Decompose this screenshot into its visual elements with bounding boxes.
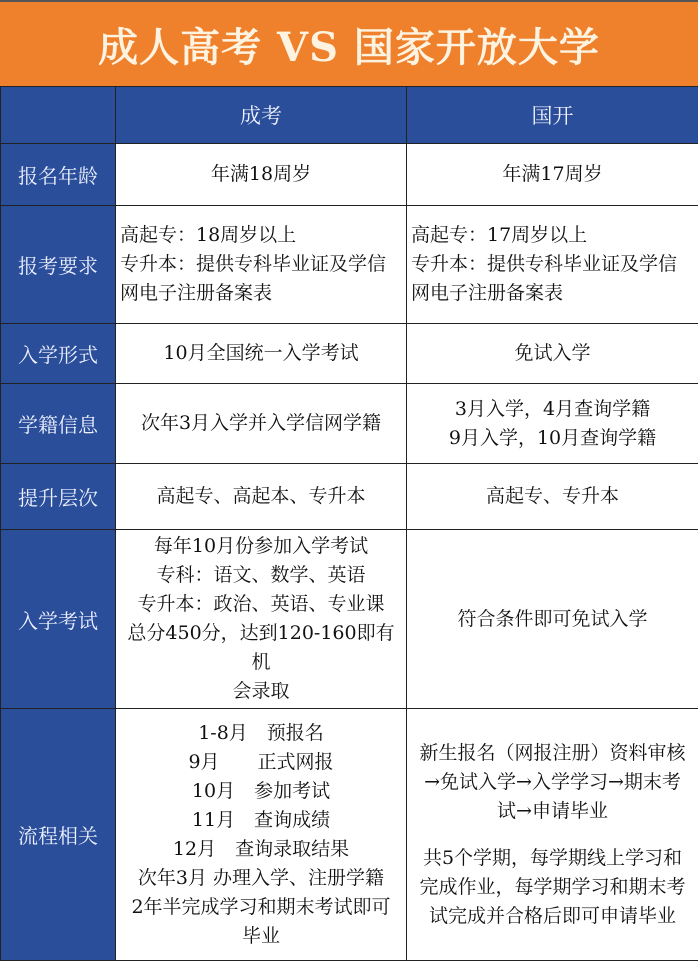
cell-line: 完成作业，每学期学习和期末考 [411,873,694,902]
cell-line: 3月入学，4月查询学籍 [411,395,694,424]
cell-line: 2年半完成学习和期末考试即可 [120,893,402,922]
cell-col2 [407,464,698,530]
page-title: 成人高考 VS 国家开放大学 [0,0,698,86]
row-label: 学籍信息 [1,384,116,464]
table-row [1,144,698,206]
table-header-row [1,87,698,144]
table-row [1,384,698,464]
cell-col2 [407,384,698,464]
cell-line: 10月全国统一入学考试 [120,339,402,368]
cell-line: 网电子注册备案表 [411,279,694,308]
cell-col2 [407,530,698,709]
cell-col1 [116,464,407,530]
cell-line: 专升本：政治、英语、专业课 [120,590,402,619]
cell-line: 11月 查询成绩 [120,806,402,835]
cell-col1 [116,206,407,324]
cell-line: 会录取 [120,677,402,706]
cell-line: 10月 参加考试 [120,777,402,806]
row-label: 报名年龄 [1,144,116,206]
cell-line: 试→申请毕业 [411,797,694,826]
header-blank [1,87,116,144]
cell-line: 毕业 [120,922,402,951]
cell-line: 年满17周岁 [411,160,694,189]
cell-line: 年满18周岁 [120,160,402,189]
cell-line: 新生报名（网报注册）资料审核 [411,739,694,768]
cell-col1 [116,384,407,464]
cell-line: 总分450分，达到120-160即有机 [120,619,402,677]
cell-line: 网电子注册备案表 [120,279,402,308]
cell-col1 [116,144,407,206]
cell-line: 符合条件即可免试入学 [411,605,694,634]
cell-line: 专升本：提供专科毕业证及学信 [120,250,402,279]
cell-line: 每年10月份参加入学考试 [120,532,402,561]
table-row [1,324,698,384]
header-guokai: 国开 [407,87,698,144]
cell-line: 高起专、专升本 [411,482,694,511]
cell-col1 [116,709,407,961]
cell-line: 免试入学 [411,339,694,368]
cell-line: 12月 查询录取结果 [120,835,402,864]
cell-col1 [116,530,407,709]
table-row [1,464,698,530]
cell-line: 高起专：18周岁以上 [120,221,402,250]
cell-col2 [407,144,698,206]
cell-line: 高起专：17周岁以上 [411,221,694,250]
cell-line: 次年3月 办理入学、注册学籍 [120,864,402,893]
cell-line: 共5个学期，每学期线上学习和 [411,844,694,873]
cell-col2 [407,206,698,324]
cell-line: 9月入学，10月查询学籍 [411,424,694,453]
cell-line [411,826,694,844]
row-label: 报考要求 [1,206,116,324]
cell-line: 9月 正式网报 [120,748,402,777]
cell-line: 专升本：提供专科毕业证及学信 [411,250,694,279]
table-row [1,530,698,709]
row-label: 入学形式 [1,324,116,384]
cell-line: 试完成并合格后即可申请毕业 [411,902,694,931]
row-label: 提升层次 [1,464,116,530]
cell-line: 专科：语文、数学、英语 [120,561,402,590]
cell-line: 次年3月入学并入学信网学籍 [120,409,402,438]
table-row [1,709,698,961]
header-chengkao: 成考 [116,87,407,144]
cell-col2 [407,709,698,961]
comparison-table [0,86,698,961]
row-label: 流程相关 [1,709,116,961]
cell-line: 高起专、高起本、专升本 [120,482,402,511]
table-row [1,206,698,324]
row-label: 入学考试 [1,530,116,709]
cell-col1 [116,324,407,384]
cell-line: →免试入学→入学学习→期末考 [411,768,694,797]
cell-line: 1-8月 预报名 [120,719,402,748]
cell-col2 [407,324,698,384]
